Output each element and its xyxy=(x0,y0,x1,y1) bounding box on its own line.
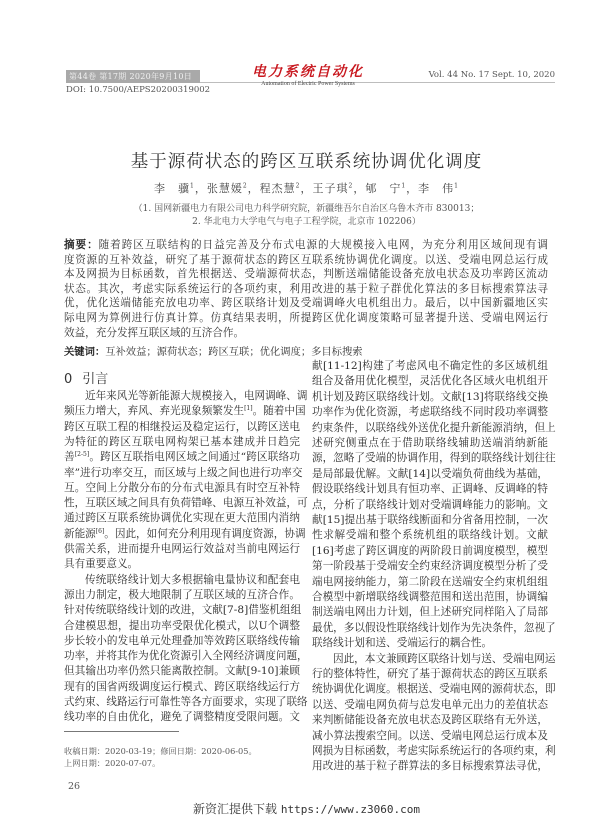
author-affiliation-mark: 1 xyxy=(454,182,459,190)
body-line xyxy=(312,590,548,605)
body-text: 传统联络线计划大多根据输电量协议和配套电 xyxy=(85,573,300,586)
abstract-text: 状态。其次，考虑实际系统运行的各项约束，利用改进的基于粒子群优化算法的多目标搜索算法寻 xyxy=(64,282,548,295)
author-affiliation-mark: 1 xyxy=(190,182,195,190)
affiliation-1: （1. 国网新疆电力有限公司电力科学研究院，新疆维吾尔自治区乌鲁木齐市 830013； xyxy=(133,204,480,214)
body-line xyxy=(64,695,308,710)
abstract-line xyxy=(64,253,548,268)
journal-logo xyxy=(250,64,366,89)
body-text: 述研究侧重点在于借助联络线辅助送端消纳新能 xyxy=(312,437,548,449)
body-text: 式约束、线路运行可靠性等各方面要求，实现了联络 xyxy=(64,696,308,708)
body-text: 以送、受端电网负荷与总发电单元出力的差值状态 xyxy=(312,698,548,711)
body-line xyxy=(312,528,548,543)
body-text: 频压力增大，弃风、弃光现象频繁发生 xyxy=(64,405,245,418)
body-text: 源，忽略了受端的协调作用，得到的联络线计划往往 xyxy=(312,452,556,465)
body-text: [16]考虑了跨区调度的两阶段日前调度模型，模型 xyxy=(312,544,548,557)
abstract-label: 摘要： xyxy=(64,239,99,251)
body-line xyxy=(312,698,548,713)
body-text: 步长较小的发电单元处理叠加等效跨区联络线传输 xyxy=(64,634,300,647)
body-line xyxy=(64,466,303,481)
body-line xyxy=(312,759,548,774)
author-affiliation-mark: 2 xyxy=(242,182,248,190)
author-affiliation-mark: 2 xyxy=(295,182,301,190)
body-line xyxy=(64,511,300,526)
section-number: 0 xyxy=(64,372,73,387)
body-text: 。随着中国 xyxy=(252,405,306,418)
citation-ref: [6] xyxy=(95,527,105,535)
body-line xyxy=(85,389,308,404)
abstract-line xyxy=(64,282,548,297)
body-line xyxy=(64,680,300,695)
body-line xyxy=(312,636,548,651)
body-text: 跨区互联工程的相继投运及稳定运行，以跨区送电 xyxy=(64,420,300,433)
body-line xyxy=(333,652,556,667)
body-text: 网损为目标函数，考虑实际系统运行的各项约束，利 xyxy=(312,745,556,757)
body-text: 机计划及跨区联络线计划。文献[13]将联络线交换 xyxy=(312,390,548,403)
abstract-text: 随着跨区互联结构的日益完善及分布式电源的大规模接入电网，为充分利用区域间现有调 xyxy=(98,239,548,251)
author-separator: ， xyxy=(353,182,366,195)
body-line xyxy=(312,390,548,405)
body-text: 供需关系，进而提升电网运行效益对当前电网运行 xyxy=(64,543,300,555)
body-text: 功率作为优化资源，考虑联络线不同时段功率调整 xyxy=(312,406,548,419)
body-text: 近年来风光等新能源大规模接入，电网调峰、调 xyxy=(85,390,308,402)
keywords xyxy=(64,343,363,358)
abstract-line xyxy=(64,267,548,282)
body-line xyxy=(312,729,548,744)
author-list xyxy=(0,180,613,196)
body-text: 互。空间上分散分布的分布式电源具有时空互补特 xyxy=(64,481,300,494)
author-name: 程杰慧 xyxy=(259,182,296,195)
body-text: 率”进行功率交互，而区域与上级之间也进行功率交 xyxy=(64,466,303,479)
body-text: 因此，本文兼顾跨区联络计划与送、受端电网运 xyxy=(333,652,556,665)
body-line xyxy=(64,435,300,450)
body-text: 献[15]提出基于联络线断面和分省备用控制，一次 xyxy=(312,514,548,526)
body-text: 合建模思想，提出功率受限优化模式，以U个调整 xyxy=(64,619,300,632)
author-name: 李 骥 xyxy=(154,182,191,195)
body-text: 源出力制定，极大地限制了互联区域的互济合作。 xyxy=(64,588,300,601)
body-text: 现有的国省两级调度运行模式、跨区联络线运行方 xyxy=(64,680,300,693)
body-text: 。跨区互联指电网区域之间通过“跨区联络功 xyxy=(89,451,301,464)
body-text: 针对传统联络线计划的改进，文献[7-8]借鉴机组组 xyxy=(64,604,302,617)
body-line xyxy=(64,603,300,618)
body-text: 最优，多以假设性联络线计划作为先决条件，忽视了 xyxy=(312,621,556,634)
body-text: 功率，并将其作为优化资源引入全网经济调度问题， xyxy=(64,650,308,663)
author-separator: ， xyxy=(194,182,207,195)
issue-info: 第44卷 第17期 2020年9月10日 xyxy=(66,70,200,83)
body-line xyxy=(64,557,300,572)
body-text: 为特征的跨区互联电网构架已基本建成并日趋完 xyxy=(64,435,300,448)
body-text: 假设联络线计划具有恒功率、正调峰、反调峰的特 xyxy=(312,483,548,496)
body-line xyxy=(312,575,548,590)
body-text: 通过跨区互联系统协调优化实现在更大范围内消纳 xyxy=(64,512,300,525)
section-title: 引言 xyxy=(82,372,109,387)
journal-name-cn: 电力系统自动化 xyxy=(252,64,364,80)
body-line xyxy=(312,421,556,436)
abstract-text: 效益，充分发挥互联区域的互济合作。 xyxy=(64,326,245,339)
body-line xyxy=(312,713,548,728)
body-line xyxy=(312,374,548,389)
body-text: 善 xyxy=(64,451,75,464)
body-line xyxy=(64,450,300,465)
body-text: 减小算法搜索空间。以送、受端电网总运行成本及 xyxy=(312,729,548,742)
paper-title: 基于源荷状态的跨区互联系统协调优化调度 xyxy=(130,152,483,172)
doi: DOI: 10.7500/AEPS20200319002 xyxy=(66,85,211,95)
author-separator: ， xyxy=(247,182,260,195)
body-line xyxy=(312,621,556,636)
body-line xyxy=(312,544,548,559)
body-line xyxy=(85,573,300,588)
body-line xyxy=(312,451,556,466)
body-text: 行的整体特性，研究了基于源荷状态的跨区互联系 xyxy=(312,668,548,680)
watermark-text: 新资汇提供下载 xyxy=(193,802,278,816)
body-line xyxy=(64,664,300,679)
author-separator: ， xyxy=(300,182,313,195)
body-line xyxy=(312,482,548,497)
body-text: 联络线计划和送、受端运行的耦合性。 xyxy=(312,637,493,650)
body-text: 是局部最优解。文献[14]以受端负荷曲线为基础， xyxy=(312,467,548,480)
author-name: 郇 宁 xyxy=(365,182,402,195)
journal-name-en: Automation of Electric Power Systems xyxy=(261,81,355,87)
issue-info-en: Vol. 44 No. 17 Sept. 10, 2020 xyxy=(428,70,555,80)
author-separator: ， xyxy=(406,182,419,195)
abstract-line xyxy=(64,311,548,326)
body-text: 组合及备用优化模型，灵活优化各区域火电机组开 xyxy=(312,375,548,388)
body-text: 但其输出功率仍然只能离散控制。文献[9-10]兼顾 xyxy=(64,665,300,678)
body-text: 性求解受端和整个系统机组的联络线计划。文献 xyxy=(312,529,548,542)
watermark-url: https://www.z3060.com xyxy=(280,803,420,816)
body-line xyxy=(312,467,548,482)
abstract-text: 度资源的互补效益，研究了基于源荷状态的跨区互联系统协调优化调度。以送、受端电网总运行成 xyxy=(64,253,548,266)
body-line xyxy=(64,404,306,419)
body-text: 第一阶段基于受端安全约束经济调度模型分析了受 xyxy=(312,560,548,573)
body-line xyxy=(312,498,548,513)
footnote-rule xyxy=(64,731,179,732)
body-line xyxy=(312,744,556,759)
body-line xyxy=(64,542,300,557)
body-line xyxy=(312,405,548,420)
footnote-online-date: 上网日期：2020-07-07。 xyxy=(64,758,161,768)
body-line xyxy=(64,481,300,496)
body-text: 制送端电网出力计划，但上述研究同样陷入了局部 xyxy=(312,606,548,619)
body-line xyxy=(64,420,300,435)
body-text: 点，分析了联络线计划对受端调峰能力的影响。文 xyxy=(312,498,548,511)
body-line xyxy=(64,527,306,542)
body-text: 献[11-12]构建了考虑风电不确定性的多区域机组 xyxy=(312,360,548,372)
body-line xyxy=(312,559,548,574)
abstract-text: 际电网为算例进行仿真计算。仿真结果表明，所提跨区优化调度策略可显著提升送、受端电网运行 xyxy=(64,312,548,324)
body-line xyxy=(312,359,548,374)
body-line xyxy=(64,710,300,725)
author-affiliation-mark: 2 xyxy=(348,182,354,190)
body-line xyxy=(312,436,548,451)
abstract-line xyxy=(64,296,548,311)
body-text: 具有重要意义。 xyxy=(64,558,139,571)
author-name: 张慧媛 xyxy=(206,182,243,195)
body-line xyxy=(312,667,548,682)
citation-ref: [1] xyxy=(244,405,253,413)
body-line xyxy=(64,496,308,511)
body-line xyxy=(64,619,300,634)
page-number: 26 xyxy=(68,781,81,792)
keywords-text: 互补效益；源荷状态；跨区互联；优化调度；多目标搜索 xyxy=(105,346,363,358)
citation-ref: [2-5] xyxy=(74,451,90,459)
affiliation-2: 2. 华北电力大学电气与电子工程学院，北京市 102206） xyxy=(192,217,421,227)
body-line xyxy=(312,605,548,620)
footnote-dates: 收稿日期：2020-03-19；修回日期：2020-06-05。 xyxy=(64,746,257,756)
body-text: 。因此，如何充分利用现有调度资源，协调 xyxy=(104,527,306,540)
section-heading xyxy=(64,368,108,387)
body-text: 合模型中新增联络线调整范围和送出范围，协调编 xyxy=(312,591,548,603)
abstract-line xyxy=(64,326,548,341)
author-affiliation-mark: 1 xyxy=(401,182,407,190)
keywords-label: 关键词： xyxy=(64,346,106,358)
abstract-text: 优，优化送端储能充放电功率、跨区联络计划及受端调峰火电机组出力。最后，以中国新疆地区实 xyxy=(64,297,548,310)
body-text: 新能源 xyxy=(64,527,96,540)
body-line xyxy=(64,649,308,664)
body-text: 性，互联区域之间具有负荷错峰、电源互补效益，可 xyxy=(64,497,308,510)
body-text: 统协调优化调度。根据送、受端电网的源荷状态，即 xyxy=(312,683,556,696)
body-line xyxy=(64,634,300,649)
body-text: 约束条件，以联络线外送优化提升新能源消纳，但上 xyxy=(312,421,556,434)
body-text: 来判断储能设备充放电状态及跨区联络有无外送， xyxy=(312,714,548,727)
body-text: 端电网接纳能力，第二阶段在送端安全约束机组组 xyxy=(312,575,548,588)
author-name: 李 伟 xyxy=(418,182,455,195)
body-line xyxy=(312,682,556,697)
abstract-line xyxy=(64,238,548,253)
download-watermark xyxy=(0,800,613,817)
author-name: 王子琪 xyxy=(312,182,349,195)
body-line xyxy=(64,588,300,603)
body-text: 线功率的自由优化，避免了调整精度受限问题。文 xyxy=(64,711,300,724)
body-line xyxy=(312,513,548,528)
body-text: 用改进的基于粒子群算法的多目标搜索算法寻优， xyxy=(312,760,548,773)
abstract-text: 本及网损为目标函数，首先根据送、受端源荷状态，判断送端储能设备充放电状态及功率跨区流动 xyxy=(64,268,548,281)
